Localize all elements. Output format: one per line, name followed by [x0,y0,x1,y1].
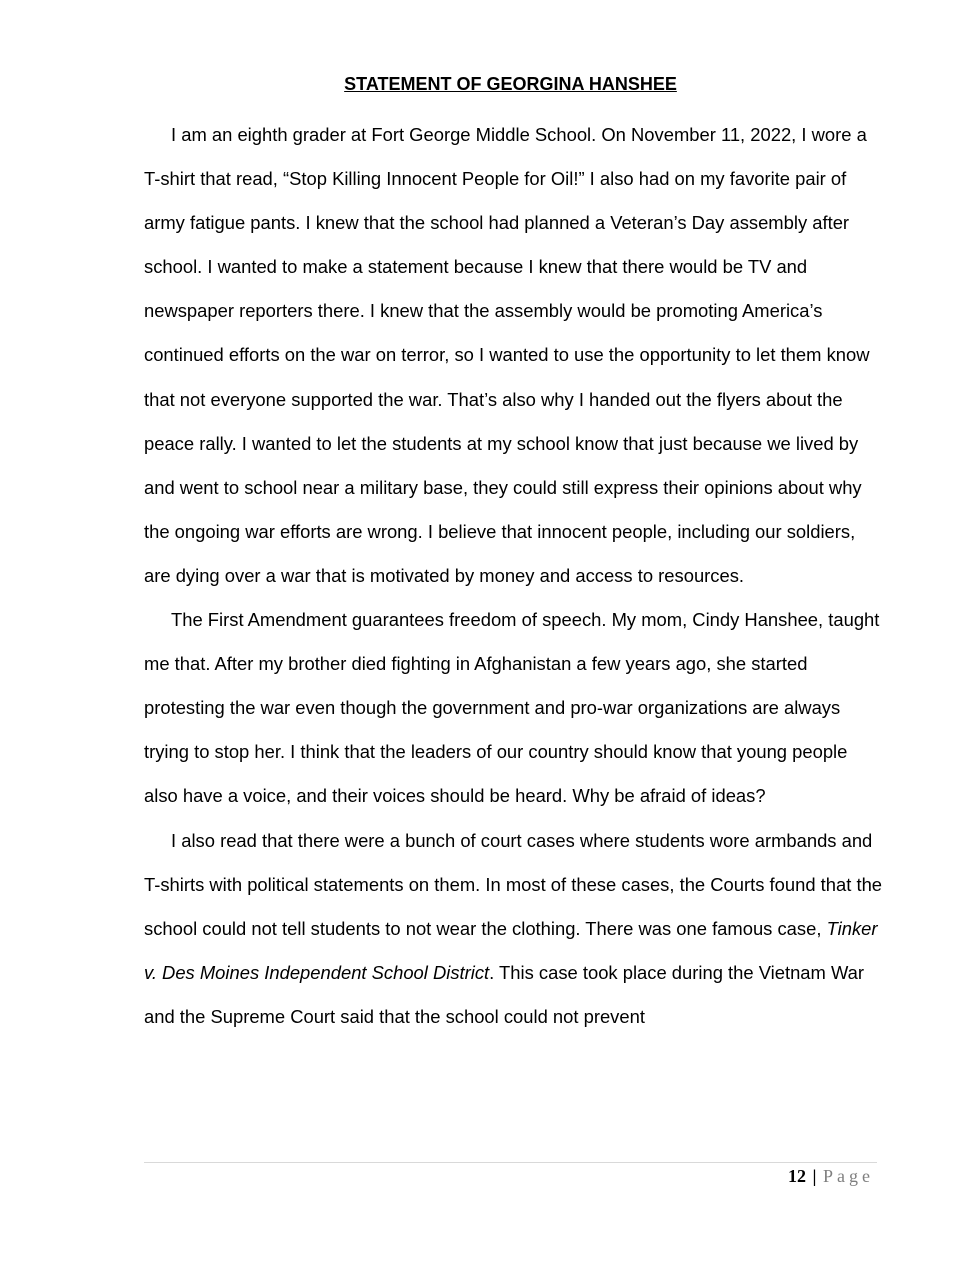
paragraph-3-text-after: . This case took place during the Vietnam War and the Supreme Court said that the school could not prevent [144,961,864,1027]
page-footer [788,1163,874,1189]
page-label: Page [823,1166,874,1186]
case-name: Tinker v. Des Moines Independent School District [144,917,878,983]
page-title: STATEMENT OF GEORGINA HANSHEE [344,74,677,94]
footer-divider [144,1162,877,1163]
paragraph-2: The First Amendment guarantees freedom of speech. My mom, Cindy Hanshee, taught me that. After my brother died fighting in Afghanistan a few years ago, she started protesting the war even though the government and pro-war organizations are always trying to stop her. I think that the leaders of our country should know that young people also have a voice, and their voices should be heard. Why be afraid of ideas? [144,609,880,807]
page-number: 12 [788,1166,807,1186]
page-separator: | [812,1166,817,1186]
paragraph-3 [144,819,884,1039]
paragraph-1: I am an eighth grader at Fort George Middle School. On November 11, 2022, I wore a T-shirt that read, “Stop Killing Innocent People for Oil!” I also had on my favorite pair of army fatigue pants. I knew that the school had planned a Veteran’s Day assembly after school. I wanted to make a statement because I knew that there would be TV and newspaper reporters there. I knew that the assembly would be promoting America’s continued efforts on the war on terror, so I wanted to use the opportunity to let them know that not everyone supported the war. That’s also why I handed out the flyers about the peace rally. I wanted to let the students at my school know that just because we lived by and went to school near a military base, they could still express their opinions about why the ongoing war efforts are wrong. I believe that innocent people, including our soldiers, are dying over a war that is motivated by money and access to resources. [144,124,870,586]
statement-body [144,113,884,1039]
paragraph-3-text-before: I also read that there were a bunch of court cases where students wore armbands and T-shirts with political statements on them. In most of these cases, the Courts found that the school could not tell students to not wear the clothing. There was one famous case, [144,829,883,939]
